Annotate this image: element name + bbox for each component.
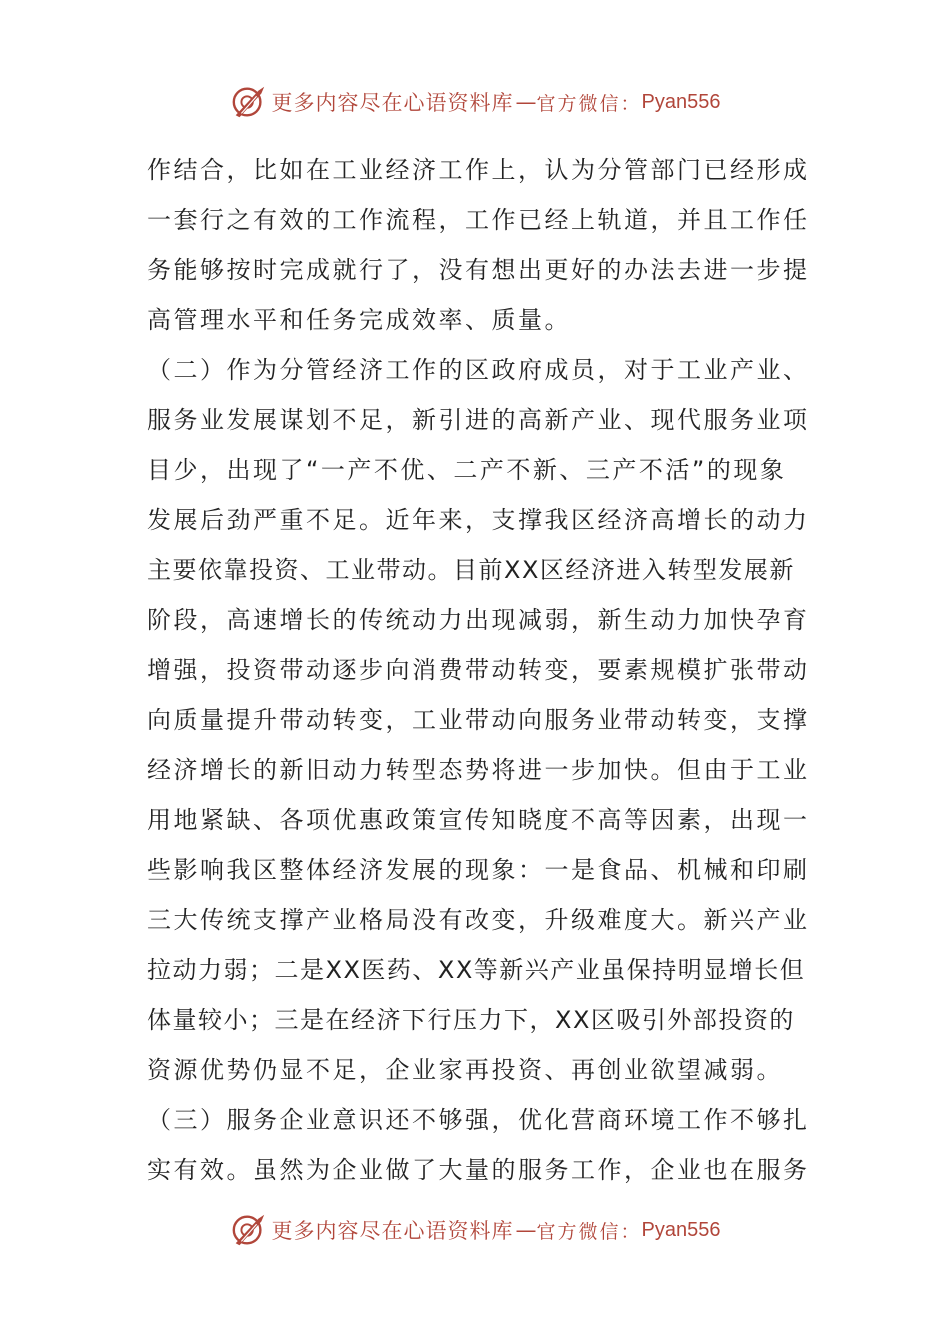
body-line: 目少，出现了“一产不优、二产不新、三产不活”的现象 — [147, 456, 787, 484]
body-line: 资源优势仍显不足，企业家再投资、再创业欲望减弱。 — [147, 1056, 783, 1084]
body-line: （二）作为分管经济工作的区政府成员，对于工业产业、 — [147, 356, 810, 384]
body-line: 体量较小；三是在经济下行压力下，XX区吸引外部投资的 — [147, 1006, 795, 1034]
body-line: 发展后劲严重不足。近年来，支撑我区经济高增长的动力 — [147, 506, 810, 534]
body-line: 些影响我区整体经济发展的现象：一是食品、机械和印刷 — [147, 856, 810, 884]
footer-banner — [0, 1208, 950, 1252]
body-line: 作结合，比如在工业经济工作上，认为分管部门已经形成 — [147, 156, 810, 184]
header-banner — [0, 80, 950, 124]
body-line: 向质量提升带动转变，工业带动向服务业带动转变，支撑 — [147, 706, 810, 734]
body-line: 高管理水平和任务完成效率、质量。 — [147, 306, 571, 334]
body-line: 增强，投资带动逐步向消费带动转变，要素规模扩张带动 — [147, 656, 810, 684]
body-line: 拉动力弱；二是XX医药、XX等新兴产业虽保持明显增长但 — [147, 956, 806, 984]
banner-dash: — — [515, 90, 535, 114]
body-line: 务能够按时完成就行了，没有想出更好的办法去进一步提 — [147, 256, 810, 284]
body-line: 服务业发展谋划不足，新引进的高新产业、现代服务业项 — [147, 406, 810, 434]
quill-logo-icon — [230, 83, 268, 121]
body-line: 经济增长的新旧动力转型态势将进一步加快。但由于工业 — [147, 756, 810, 784]
banner-wechat-label: 官方微信： — [536, 1220, 642, 1243]
banner-dash: — — [515, 1218, 535, 1242]
banner-wechat-label: 官方微信： — [536, 92, 642, 115]
body-line: 阶段，高速增长的传统动力出现减弱，新生动力加快孕育 — [147, 606, 810, 634]
banner-brand: 更多内容尽在心语资料库 — [271, 91, 514, 115]
body-line: 实有效。虽然为企业做了大量的服务工作，企业也在服务 — [147, 1156, 810, 1184]
body-line: 一套行之有效的工作流程，工作已经上轨道，并且工作任 — [147, 206, 810, 234]
banner-account: Pyan556 — [641, 1218, 721, 1241]
body-line: 主要依靠投资、工业带动。目前XX区经济进入转型发展新 — [147, 556, 795, 584]
body-line: 用地紧缺、各项优惠政策宣传知晓度不高等因素，出现一 — [147, 806, 810, 834]
body-line: （三）服务企业意识还不够强，优化营商环境工作不够扎 — [147, 1106, 810, 1134]
banner-brand: 更多内容尽在心语资料库 — [271, 1219, 514, 1243]
banner-account: Pyan556 — [641, 90, 721, 113]
quill-logo-icon — [230, 1211, 268, 1249]
body-line: 三大传统支撑产业格局没有改变，升级难度大。新兴产业 — [147, 906, 810, 934]
document-body — [147, 145, 810, 1195]
